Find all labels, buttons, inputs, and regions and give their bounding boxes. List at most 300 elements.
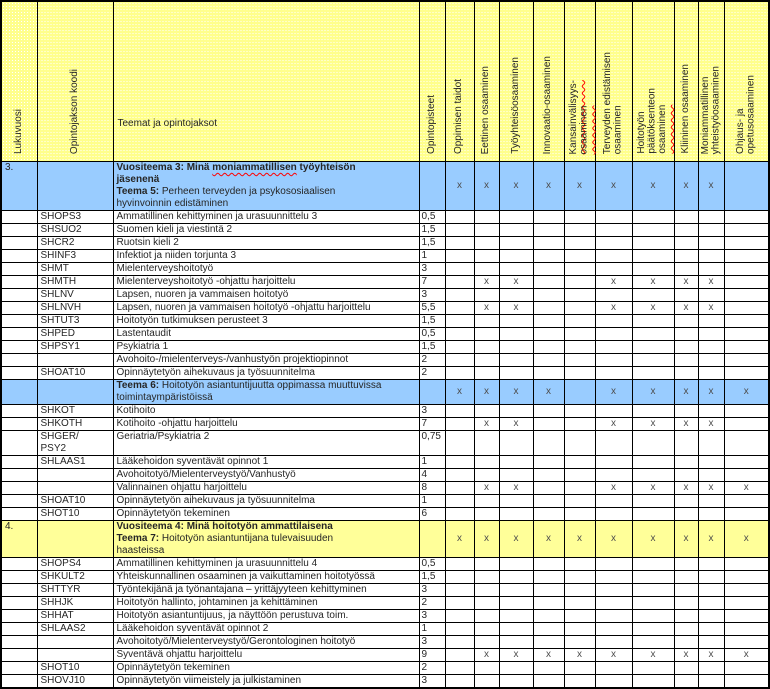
competence-mark-cell-c5 [564,250,595,263]
credits-cell: 1,5 [419,237,445,250]
competence-mark-cell-c8 [674,315,698,328]
competence-mark-cell-c7 [632,456,674,469]
course-code-cell [37,354,113,367]
competence-mark-cell-c5 [564,224,595,237]
competence-mark-cell-c2 [474,250,499,263]
competence-mark-cell-c9: x [698,649,724,662]
competence-mark-cell-c10 [724,558,769,571]
competence-mark-cell-c10 [724,237,769,250]
credits-cell [419,162,445,211]
competence-mark-cell-c8 [674,263,698,276]
course-code-cell: SHCR2 [37,237,113,250]
course-title-cell: Työntekijänä ja työnantajana – yrittäjyyteen kehittyminen [113,584,419,597]
competence-mark-cell-c6 [595,597,632,610]
course-title-cell: Hoitotyön hallinto, johtaminen ja kehittäminen [113,597,419,610]
competence-mark-cell-c3 [499,495,533,508]
year-cell [1,263,37,276]
competence-mark-cell-c6: x [595,482,632,495]
competence-mark-cell-c10: x [724,482,769,495]
competence-mark-cell-c3: x [499,162,533,211]
competence-mark-cell-c8 [674,571,698,584]
competence-mark-cell-c8 [674,405,698,418]
competence-mark-cell-c10 [724,276,769,289]
rotated-header-label [481,66,492,154]
competence-mark-cell-c4 [533,558,564,571]
competence-mark-cell-c7 [632,623,674,636]
competence-mark-cell-c8 [674,508,698,521]
competence-mark-cell-c1 [445,469,474,482]
competence-mark-cell-c1 [445,224,474,237]
course-row [1,431,769,456]
header-line: opetusosaaminen [745,75,757,154]
year-cell [1,610,37,623]
rotated-header-label [701,66,722,154]
competence-mark-cell-c8 [674,675,698,689]
course-row [1,649,769,662]
competence-mark-cell-c4: x [533,521,564,558]
competence-mark-cell-c5 [564,584,595,597]
text-segment: Hoitotyön asiantuntijana tulevaisuuden [161,533,334,544]
credits-cell: 7 [419,276,445,289]
competence-mark-cell-c10 [724,354,769,367]
competence-mark-cell-c10 [724,456,769,469]
competence-mark-cell-c10 [724,315,769,328]
competence-mark-cell-c6 [595,250,632,263]
credits-cell: 3 [419,263,445,276]
course-row [1,636,769,649]
year-cell [1,482,37,495]
credits-cell: 1,5 [419,571,445,584]
curriculum-table-body [1,162,769,689]
course-title-cell: Opinnäytetyön tekeminen [113,508,419,521]
competence-mark-cell-c7 [632,328,674,341]
course-row [1,675,769,689]
competence-mark-cell-c5 [564,662,595,675]
competence-mark-cell-c6 [595,328,632,341]
year-cell [1,289,37,302]
competence-mark-cell-c1 [445,418,474,431]
header-line: Ohjaus- ja [734,108,746,154]
competence-mark-cell-c8: x [674,162,698,211]
header-c6 [595,1,632,162]
competence-mark-cell-c7: x [632,649,674,662]
course-title-cell: Lapsen, nuoren ja vammaisen hoitotyö [113,289,419,302]
theme-band-row [1,521,769,558]
course-code-cell: SHOAT10 [37,495,113,508]
header-line: Kliininen osaaminen [679,64,691,154]
year-cell [1,636,37,649]
competence-mark-cell-c7 [632,289,674,302]
competence-mark-cell-c9 [698,636,724,649]
competence-mark-cell-c3: x [499,302,533,315]
competence-mark-cell-c7: x [632,418,674,431]
competence-mark-cell-c1 [445,367,474,380]
rotated-header-label [70,69,81,154]
competence-mark-cell-c3 [499,250,533,263]
competence-mark-cell-c10 [724,495,769,508]
competence-mark-cell-c6 [595,405,632,418]
competence-mark-cell-c7: x [632,521,674,558]
competence-mark-cell-c2: x [474,276,499,289]
header-line: Moniammatillinen [699,76,711,154]
competence-mark-cell-c3 [499,597,533,610]
credits-cell: 3 [419,675,445,689]
credits-cell: 3 [419,636,445,649]
competence-mark-cell-c5 [564,289,595,302]
header-line: Innovaatio-osaaminen [542,55,554,154]
competence-mark-cell-c9 [698,675,724,689]
header-opintopisteet [419,1,445,162]
course-row [1,571,769,584]
year-cell [1,469,37,482]
competence-mark-cell-c7 [632,211,674,224]
header-c5 [564,1,595,162]
competence-mark-cell-c2 [474,610,499,623]
header-line: Eettinen osaaminen [480,65,492,154]
competence-mark-cell-c4 [533,508,564,521]
course-title-cell: Opinnäytetyön tekeminen [113,662,419,675]
competence-mark-cell-c1 [445,302,474,315]
competence-mark-cell-c5 [564,482,595,495]
course-title-cell: Lääkehoidon syventävät opinnot 2 [113,623,419,636]
course-code-cell: SHINF3 [37,250,113,263]
competence-mark-cell-c7: x [632,276,674,289]
competence-mark-cell-c5 [564,315,595,328]
competence-mark-cell-c6 [595,508,632,521]
credits-cell: 3 [419,405,445,418]
competence-mark-cell-c8: x [674,521,698,558]
course-code-cell [37,469,113,482]
competence-mark-cell-c9: x [698,162,724,211]
competence-mark-cell-c9 [698,405,724,418]
competence-mark-cell-c7 [632,610,674,623]
competence-mark-cell-c9 [698,224,724,237]
competence-mark-cell-c6 [595,558,632,571]
course-row [1,302,769,315]
competence-mark-cell-c9 [698,584,724,597]
competence-mark-cell-c10 [724,431,769,456]
course-code-cell: SHPSY1 [37,341,113,354]
header-line: osaaminen [612,105,624,154]
competence-mark-cell-c1 [445,675,474,689]
course-code-cell: SHMTH [37,276,113,289]
competence-mark-cell-c6 [595,237,632,250]
misspelled-text: osaaminen [657,105,669,154]
header-c4 [533,1,564,162]
competence-mark-cell-c4 [533,211,564,224]
year-cell [1,571,37,584]
header-line: Oppimisen taidot [453,78,465,154]
competence-mark-cell-c6 [595,211,632,224]
competence-mark-cell-c9 [698,597,724,610]
competence-mark-cell-c7 [632,354,674,367]
course-code-cell: SHLAAS2 [37,623,113,636]
competence-mark-cell-c10 [724,405,769,418]
competence-mark-cell-c3 [499,328,533,341]
competence-mark-cell-c1 [445,649,474,662]
competence-mark-cell-c1 [445,431,474,456]
competence-mark-cell-c1 [445,584,474,597]
competence-mark-cell-c2 [474,469,499,482]
header-c10 [724,1,769,162]
text-segment: Teema 5: [116,186,162,197]
competence-mark-cell-c9 [698,341,724,354]
competence-mark-cell-c1 [445,662,474,675]
course-code-cell: SHLAAS1 [37,456,113,469]
credits-cell [419,521,445,558]
competence-mark-cell-c3 [499,675,533,689]
competence-mark-cell-c1 [445,341,474,354]
competence-mark-cell-c2 [474,289,499,302]
credits-cell: 2 [419,354,445,367]
competence-mark-cell-c7 [632,469,674,482]
competence-mark-cell-c5 [564,418,595,431]
rotated-header-label [736,75,757,154]
competence-mark-cell-c10 [724,328,769,341]
competence-mark-cell-c5 [564,456,595,469]
course-row [1,341,769,354]
competence-mark-cell-c3 [499,584,533,597]
credits-cell: 1,5 [419,224,445,237]
competence-mark-cell-c7 [632,431,674,456]
competence-mark-cell-c9: x [698,521,724,558]
competence-mark-cell-c5 [564,367,595,380]
credits-cell: 1 [419,250,445,263]
credits-cell: 1,5 [419,341,445,354]
competence-mark-cell-c8 [674,289,698,302]
competence-mark-cell-c7: x [632,302,674,315]
rotated-header-label [637,88,669,154]
competence-mark-cell-c7 [632,405,674,418]
year-cell [1,302,37,315]
competence-mark-cell-c6 [595,662,632,675]
course-title-cell: Hoitotyön tutkimuksen perusteet 3 [113,315,419,328]
competence-mark-cell-c1 [445,558,474,571]
competence-mark-cell-c8 [674,328,698,341]
competence-mark-cell-c9: x [698,380,724,405]
competence-mark-cell-c6 [595,610,632,623]
header-line: Opintojakson koodi [68,68,80,154]
competence-mark-cell-c2 [474,405,499,418]
competence-mark-cell-c10 [724,263,769,276]
competence-mark-cell-c3 [499,662,533,675]
competence-mark-cell-c6: x [595,302,632,315]
competence-mark-cell-c5 [564,380,595,405]
course-row [1,328,769,341]
competence-mark-cell-c8 [674,623,698,636]
year-cell [1,431,37,456]
header-line: päätöksenteon [646,88,658,154]
competence-mark-cell-c3 [499,263,533,276]
competence-mark-cell-c10 [724,508,769,521]
competence-mark-cell-c5 [564,237,595,250]
competence-mark-cell-c1 [445,276,474,289]
competence-mark-cell-c4 [533,263,564,276]
competence-mark-cell-c2 [474,571,499,584]
competence-mark-cell-c7 [632,558,674,571]
course-title-cell: Kotihoito [113,405,419,418]
competence-mark-cell-c7 [632,224,674,237]
competence-mark-cell-c8: x [674,649,698,662]
header-lukuvuosi [1,1,37,162]
competence-mark-cell-c10 [724,662,769,675]
competence-mark-cell-c3 [499,405,533,418]
course-title-cell: Hoitotyön asiantuntijuus, ja näyttöön perustuva toim. [113,610,419,623]
competence-mark-cell-c9 [698,623,724,636]
competence-mark-cell-c1 [445,211,474,224]
course-code-cell [37,380,113,405]
credits-cell: 4 [419,469,445,482]
course-title-cell: Mielenterveyshoitotyö [113,263,419,276]
header-line: Hoitotyön [636,111,648,154]
credits-cell: 1 [419,623,445,636]
competence-mark-cell-c1 [445,250,474,263]
competence-mark-cell-c10 [724,367,769,380]
course-code-cell: SHLNVH [37,302,113,315]
course-row [1,456,769,469]
competence-mark-cell-c4 [533,623,564,636]
competence-mark-cell-c7 [632,636,674,649]
competence-mark-cell-c1 [445,508,474,521]
course-row [1,597,769,610]
theme-line [117,380,419,392]
year-cell [1,495,37,508]
competence-mark-cell-c1: x [445,162,474,211]
text-segment: hyvinvoinnin edistäminen [116,198,229,209]
competence-mark-cell-c3: x [499,482,533,495]
year-cell [1,405,37,418]
competence-mark-cell-c9 [698,571,724,584]
misspelled-text: moniammatillisen [212,162,297,173]
competence-mark-cell-c2 [474,623,499,636]
course-code-cell [37,162,113,211]
credits-cell: 2 [419,662,445,675]
competence-mark-cell-c4 [533,354,564,367]
course-row [1,250,769,263]
competence-mark-cell-c7 [632,341,674,354]
competence-mark-cell-c3 [499,237,533,250]
year-cell [1,597,37,610]
theme-line [117,186,419,198]
competence-mark-cell-c6 [595,341,632,354]
competence-mark-cell-c3: x [499,380,533,405]
competence-mark-cell-c6: x [595,162,632,211]
course-code-cell: SHGER/ PSY2 [37,431,113,456]
competence-mark-cell-c9 [698,558,724,571]
curriculum-table-header [1,1,769,162]
competence-mark-cell-c4 [533,328,564,341]
rotated-header-label [569,80,590,154]
competence-mark-cell-c10 [724,289,769,302]
header-line: Työyhteisöosaaminen [509,57,521,154]
competence-mark-cell-c3 [499,610,533,623]
theme-title-cell [113,380,419,405]
competence-mark-cell-c10: x [724,521,769,558]
competence-mark-cell-c8 [674,354,698,367]
rotated-header-label [543,56,554,154]
competence-mark-cell-c9 [698,328,724,341]
competence-mark-cell-c2 [474,675,499,689]
text-segment: Teema 6: [116,380,162,391]
competence-mark-cell-c1 [445,289,474,302]
competence-mark-cell-c4 [533,367,564,380]
course-row [1,237,769,250]
course-title-cell: Geriatria/Psykiatria 2 [113,431,419,456]
credits-cell: 1 [419,456,445,469]
competence-mark-cell-c10: x [724,380,769,405]
competence-mark-cell-c7 [632,367,674,380]
theme-line [117,533,419,545]
competence-mark-cell-c9: x [698,482,724,495]
header-line: Lukuvuosi [13,108,24,154]
competence-mark-cell-c7 [632,250,674,263]
text-segment: Vuositeema 3: Minä [116,162,213,173]
competence-mark-cell-c9: x [698,276,724,289]
theme-line [117,545,419,557]
competence-mark-cell-c6 [595,354,632,367]
year-cell [1,584,37,597]
competence-mark-cell-c10 [724,250,769,263]
competence-mark-cell-c4 [533,302,564,315]
credits-cell: 3 [419,610,445,623]
competence-mark-cell-c9 [698,469,724,482]
competence-mark-cell-c3 [499,571,533,584]
course-title-cell: Ruotsin kieli 2 [113,237,419,250]
course-row [1,584,769,597]
text-segment: haasteissa [116,545,165,556]
competence-mark-cell-c4 [533,636,564,649]
competence-mark-cell-c2: x [474,649,499,662]
rotated-header-label [14,109,25,154]
competence-mark-cell-c2: x [474,162,499,211]
credits-cell: 8 [419,482,445,495]
competence-mark-cell-c10 [724,469,769,482]
competence-mark-cell-c5 [564,495,595,508]
competence-mark-cell-c5 [564,211,595,224]
theme-title-cell [113,521,419,558]
competence-mark-cell-c10 [724,224,769,237]
course-title-cell: Yhteiskunnallinen osaaminen ja vaikuttaminen hoitotyössä [113,571,419,584]
competence-mark-cell-c4 [533,315,564,328]
competence-mark-cell-c6 [595,636,632,649]
competence-mark-cell-c10 [724,610,769,623]
competence-mark-cell-c3 [499,431,533,456]
competence-mark-cell-c7 [632,584,674,597]
competence-mark-cell-c4 [533,224,564,237]
competence-mark-cell-c1 [445,495,474,508]
course-title-cell: Suomen kieli ja viestintä 2 [113,224,419,237]
competence-mark-cell-c9 [698,495,724,508]
course-row [1,610,769,623]
competence-mark-cell-c1 [445,610,474,623]
year-cell [1,354,37,367]
competence-mark-cell-c2 [474,558,499,571]
competence-mark-cell-c3: x [499,418,533,431]
header-c2 [474,1,499,162]
course-row [1,211,769,224]
competence-mark-cell-c1 [445,482,474,495]
course-row [1,367,769,380]
competence-mark-cell-c1 [445,571,474,584]
competence-mark-cell-c1 [445,623,474,636]
competence-mark-cell-c4 [533,250,564,263]
competence-mark-cell-c2 [474,431,499,456]
year-cell [1,649,37,662]
course-code-cell: SHOPS4 [37,558,113,571]
year-cell [1,328,37,341]
header-line: Terveyden edistämisen [602,51,613,154]
year-cell [1,558,37,571]
